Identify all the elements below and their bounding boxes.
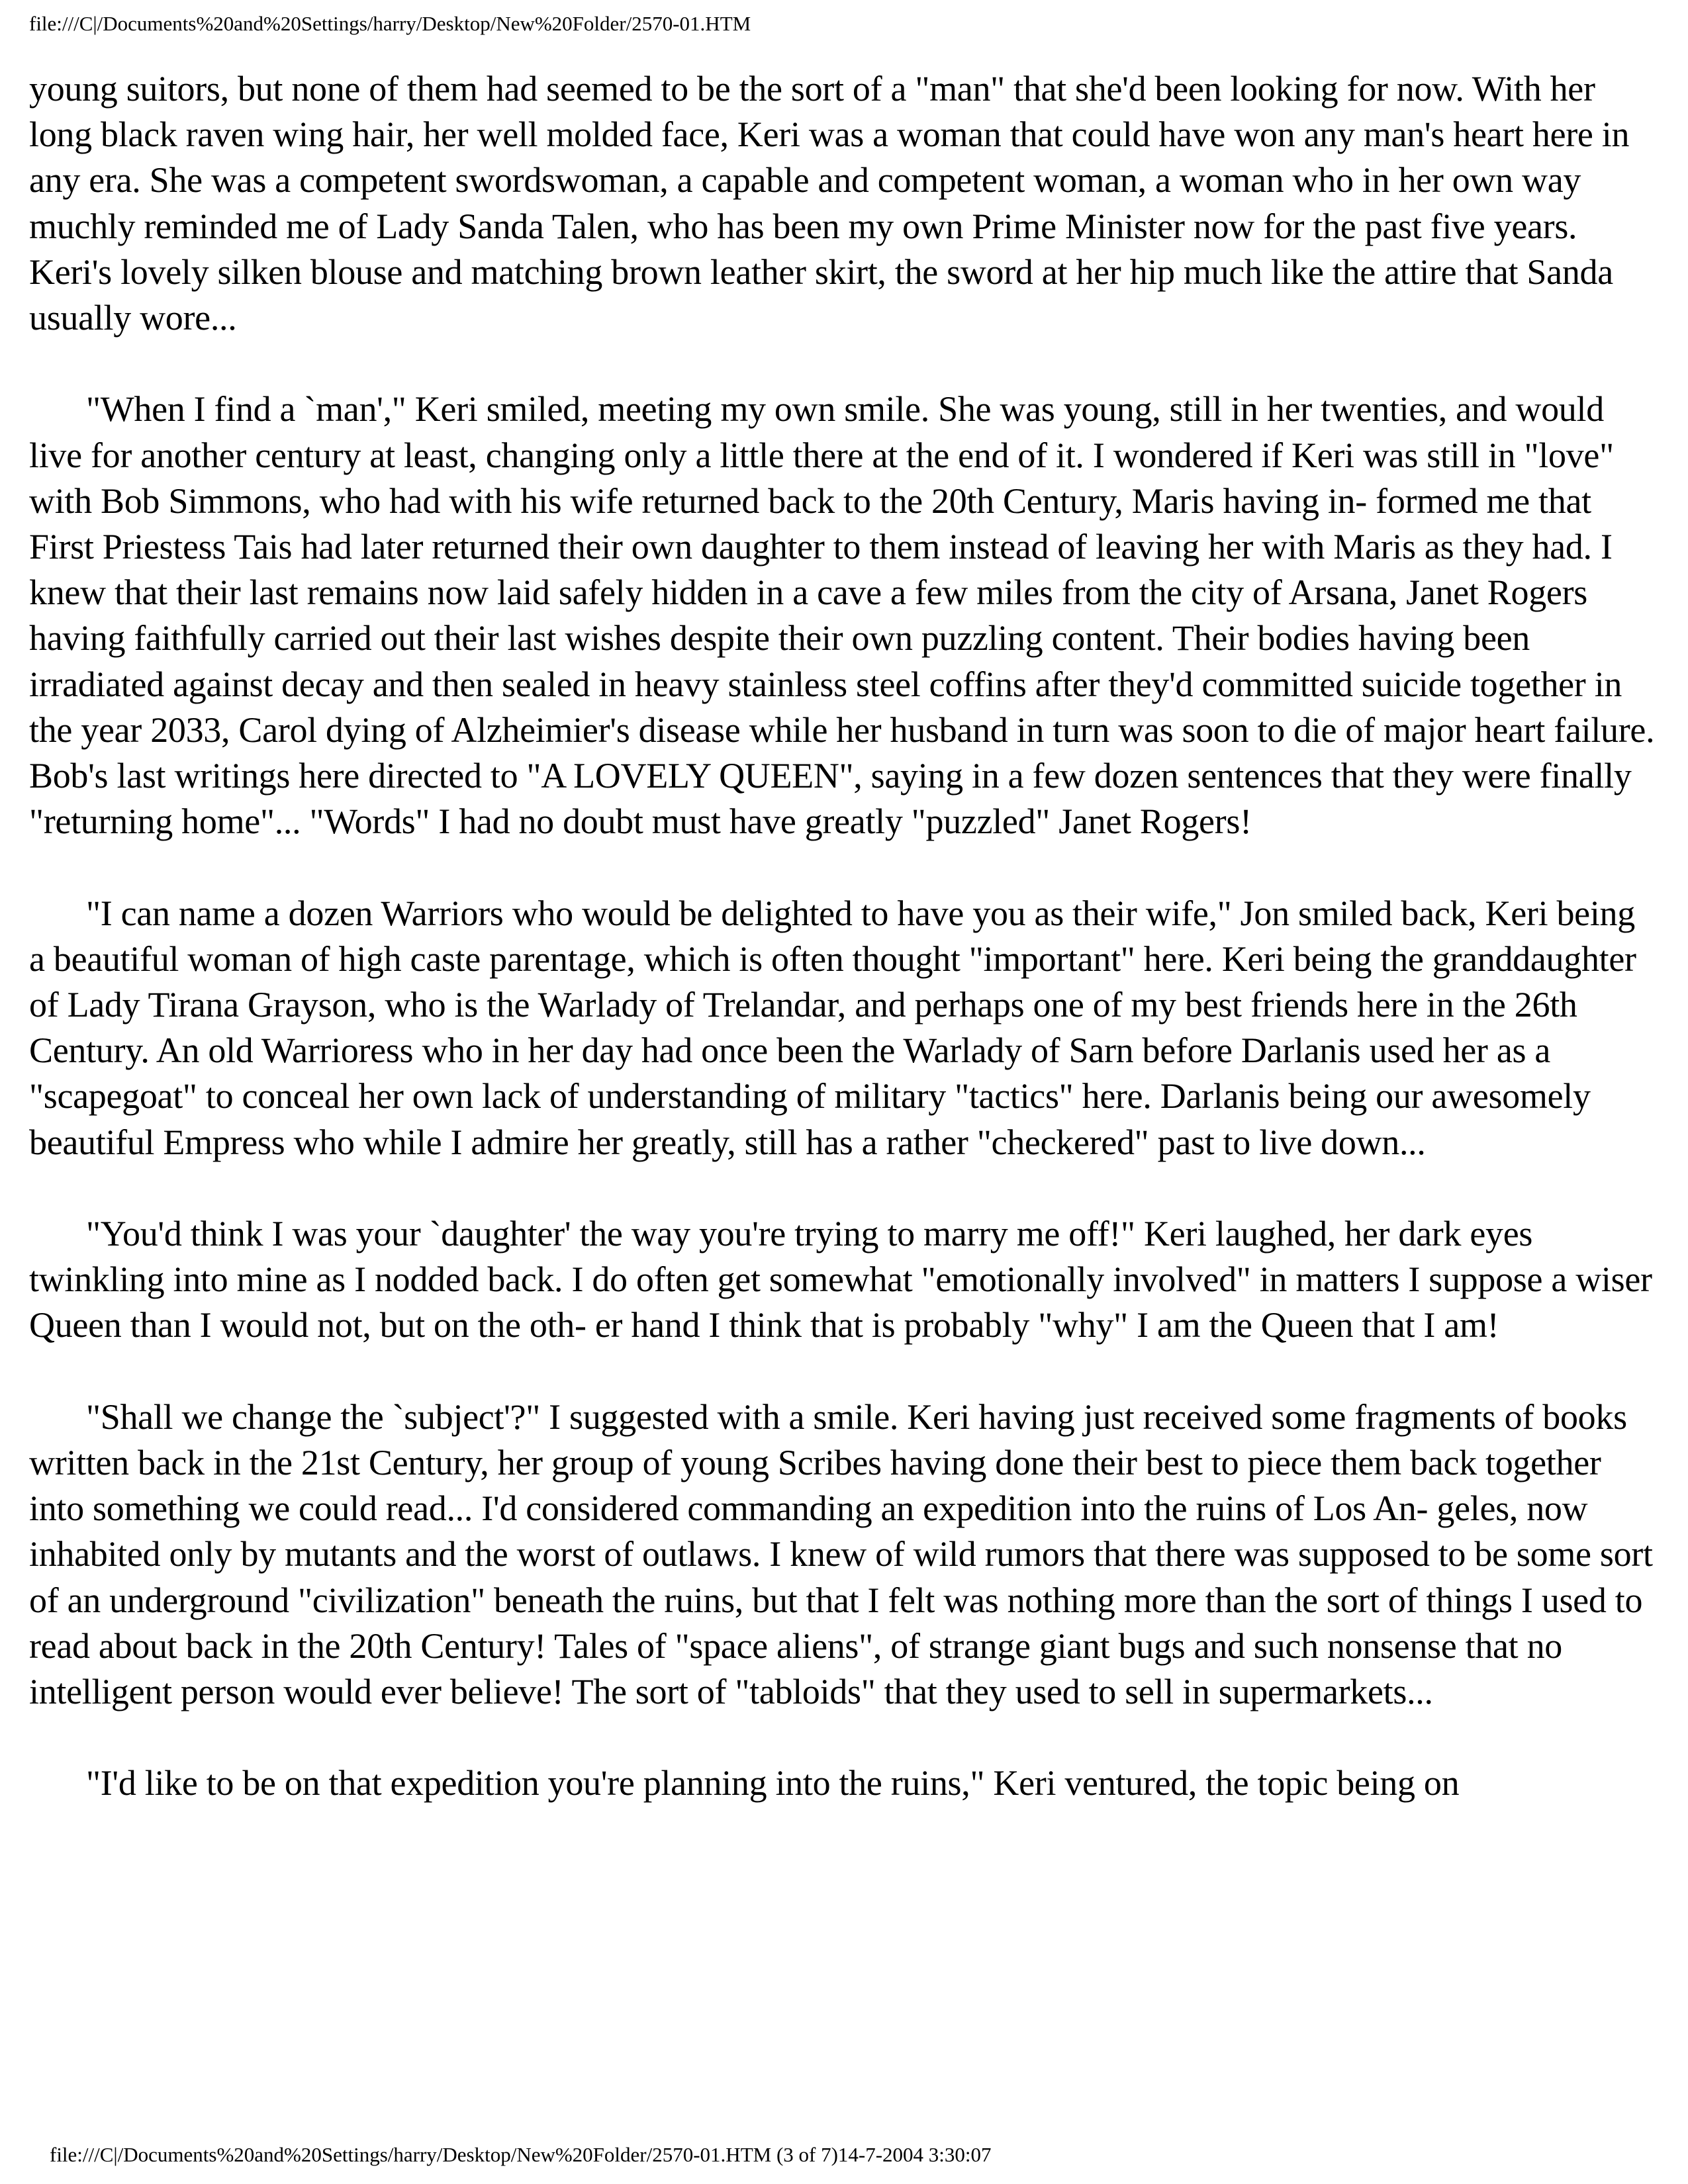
page-footer: file:///C|/Documents%20and%20Settings/harry/Desktop/New%20Folder/2570-01.HTM (3 of 7)14-7-2004 3:30:07 <box>50 2143 992 2166</box>
paragraph: "When I find a `man'," Keri smiled, meeting my own smile. She was young, still in her twenties, and would live for another century at least, changing only a little there at the end of it. I wondered if Keri was still in "love" with Bob Simmons, who had with his wife returned back to the 20th Century, Maris having in- formed me that First Priestess Tais had later returned their own daughter to them instead of leaving her with Maris as they had. I knew that their last remains now laid safely hidden in a cave a few miles from the city of Arsana, Janet Rogers having faithfully carried out their last wishes despite their own puzzling content. Their bodies having been irradiated against decay and then sealed in heavy stainless steel coffins after they'd committed suicide together in the year 2033, Carol dying of Alzheimier's disease while her husband in turn was soon to die of major heart failure. Bob's last writings here directed to "A LOVELY QUEEN", saying in a few dozen sentences that they were finally "returning home"... "Words" I had no doubt must have greatly "puzzled" Janet Rogers! <box>29 389 1655 842</box>
paragraph: "I can name a dozen Warriors who would be delighted to have you as their wife," Jon smiled back, Keri being a beautiful woman of high caste parentage, which is often thought "important" here. Keri being the granddaughter of Lady Tirana Grayson, who is the Warlady of Trelandar, and perhaps one of my best friends here in the 26th Century. An old Warrioress who in her day had once been the Warlady of Sarn before Darlanis used her as a "scapegoat" to conceal her own lack of understanding of military "tactics" here. Darlanis being our awesomely beautiful Empress who while I admire her greatly, still has a rather "checkered" past to live down... <box>29 893 1636 1162</box>
paragraph: young suitors, but none of them had seemed to be the sort of a "man" that she'd been looking for now. With her long black raven wing hair, her well molded face, Keri was a woman that could have won any man's heart here in any era. She was a competent swordswoman, a capable and competent woman, a woman who in her own way muchly reminded me of Lady Sanda Talen, who has been my own Prime Minister now for the past five years. Keri's lovely silken blouse and matching brown leather skirt, the sword at her hip much like the attire that Sanda usually wore... <box>29 69 1630 338</box>
paragraph: "I'd like to be on that expedition you're planning into the ruins," Keri ventured, the topic being on <box>86 1763 1460 1803</box>
paragraph: "Shall we change the `subject'?" I suggested with a smile. Keri having just received some fragments of books written back in the 21st Century, her group of young Scribes having done their best to piece them back together into something we could read... I'd considered commanding an expedition into the ruins of Los An- geles, now inhabited only by mutants and the worst of outlaws. I knew of wild rumors that there was supposed to be some sort of an underground "civilization" beneath the ruins, but that I felt was nothing more than the sort of things I used to read about back in the 20th Century! Tales of "space aliens", of strange giant bugs and such nonsense that no intelligent person would ever believe! The sort of "tabloids" that they used to sell in supermarkets... <box>29 1396 1653 1712</box>
page-header-url: file:///C|/Documents%20and%20Settings/harry/Desktop/New%20Folder/2570-01.HTM <box>29 12 751 35</box>
paragraph: "You'd think I was your `daughter' the way you're trying to marry me off!" Keri laughed, her dark eyes twinkling into mine as I nodded back. I do often get somewhat "emotionally involved" in matters I suppose a wiser Queen than I would not, but on the oth- er hand I think that is probably "why" I am the Queen that I am! <box>29 1214 1652 1345</box>
document-body <box>29 66 1659 1807</box>
